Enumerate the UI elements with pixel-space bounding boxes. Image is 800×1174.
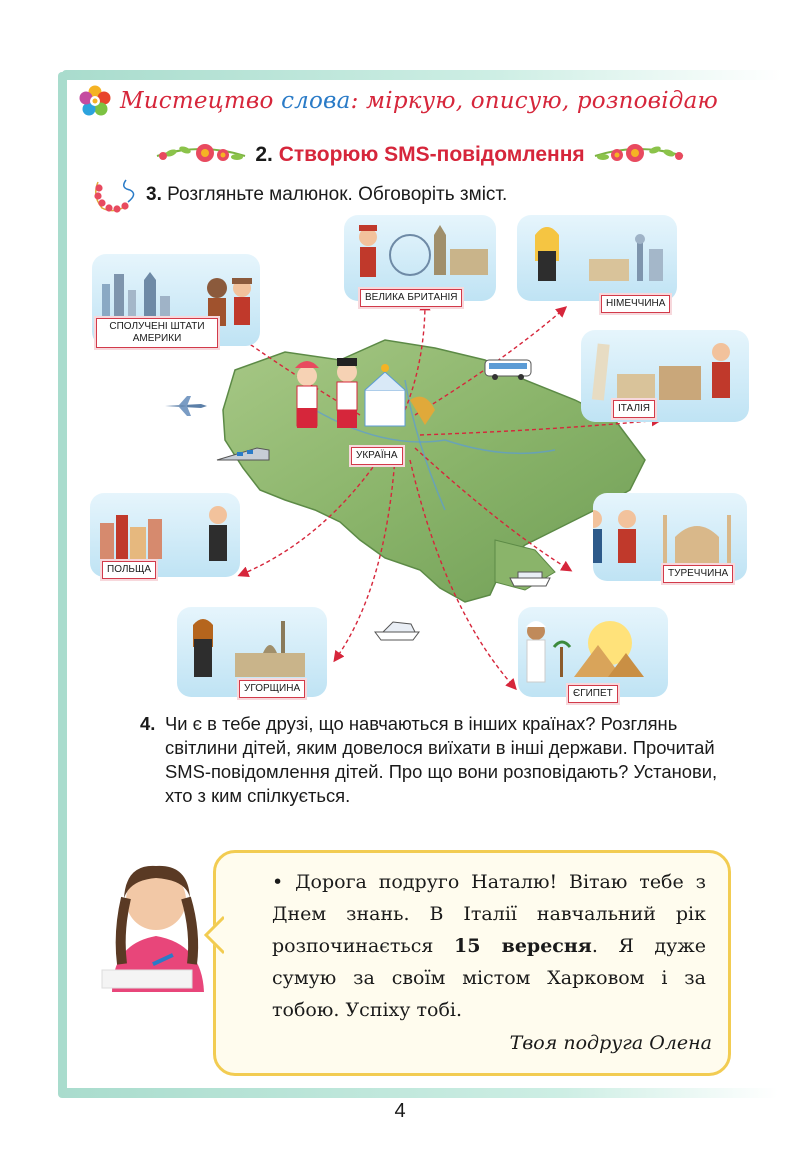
label-eg: ЄГИПЕТ xyxy=(568,685,618,703)
label-ua: УКРАЇНА xyxy=(351,447,403,465)
sms-message-text xyxy=(232,866,706,1026)
flower-icon xyxy=(78,84,112,118)
label-usa: СПОЛУЧЕНІ ШТАТИ АМЕРИКИ xyxy=(96,318,218,348)
bubble-tail-icon xyxy=(204,915,224,955)
card-hu xyxy=(177,607,327,697)
lesson-title-row xyxy=(110,140,730,170)
egypt-landmarks-illustration xyxy=(518,607,668,697)
card-de xyxy=(517,215,677,309)
yacht-icon xyxy=(375,622,419,640)
frame-left-border xyxy=(58,72,67,1096)
label-tr: ТУРЕЧЧИНА xyxy=(663,565,733,583)
floral-ornament-right-icon xyxy=(593,140,685,170)
label-gb: ВЕЛИКА БРИТАНІЯ xyxy=(360,289,462,307)
label-it: ІТАЛІЯ xyxy=(613,400,655,418)
label-pl: ПОЛЬЩА xyxy=(102,561,156,579)
task-4 xyxy=(140,712,740,808)
section-title-word-1: Мистецтво xyxy=(120,88,274,114)
frame-bottom-border xyxy=(58,1088,778,1098)
section-title-space xyxy=(274,88,282,114)
section-title-rest: : міркую, описую, розповідаю xyxy=(350,88,718,114)
card-tr xyxy=(593,493,747,581)
task-4-text: Чи є в тебе друзі, що навчаються в інших країнах? Розглянь світлини дітей, яким довелося виїхати в інші держави. Прочитай SMS-повідомлення дітей. Про що вони розповідають? Установи, хто з ким спілкується. xyxy=(165,713,718,806)
page-number: 4 xyxy=(394,1100,406,1122)
frame-top-border xyxy=(62,70,782,80)
sms-message-date: 15 вересня xyxy=(454,935,592,957)
lesson-title-text: Створюю SMS-повідомлення xyxy=(278,143,585,166)
task-3-instruction: Розгляньте малюнок. Обговоріть зміст. xyxy=(167,184,508,205)
sms-message-body xyxy=(232,866,706,1026)
card-eg xyxy=(518,607,668,697)
germany-landmarks-illustration xyxy=(517,215,677,301)
card-usa xyxy=(92,254,260,346)
sms-message-part-1: • Дорога подруго Наталю! Вітаю тебе з Днем знань. В Італії навчальний рік розпочинається xyxy=(272,871,706,957)
section-header xyxy=(78,84,718,118)
task-3-text xyxy=(146,184,507,206)
lesson-number: 2. xyxy=(255,143,273,166)
girl-writing-photo xyxy=(92,852,218,992)
label-hu: УГОРЩИНА xyxy=(239,680,305,698)
task-3-number: 3. xyxy=(146,184,162,205)
section-title-word-2: слова xyxy=(281,88,351,114)
airplane-icon xyxy=(165,396,207,416)
label-de: НІМЕЧЧИНА xyxy=(601,295,670,313)
section-title xyxy=(120,88,718,114)
sms-message-part-2: . Я дуже сумую за своїм містом Харковом і за тобою. Успіху тобі. xyxy=(272,935,706,1021)
card-it xyxy=(581,330,749,422)
task-3 xyxy=(92,176,507,214)
countries-map-illustration xyxy=(85,210,755,710)
card-gb xyxy=(344,215,496,301)
task-4-number: 4. xyxy=(140,713,156,734)
sms-signature: Твоя подруга Олена xyxy=(509,1032,712,1054)
card-pl xyxy=(90,493,240,577)
italy-landmarks-illustration xyxy=(581,330,749,422)
lesson-title xyxy=(255,143,584,167)
beads-icon xyxy=(92,176,138,214)
floral-ornament-left-icon xyxy=(155,140,247,170)
